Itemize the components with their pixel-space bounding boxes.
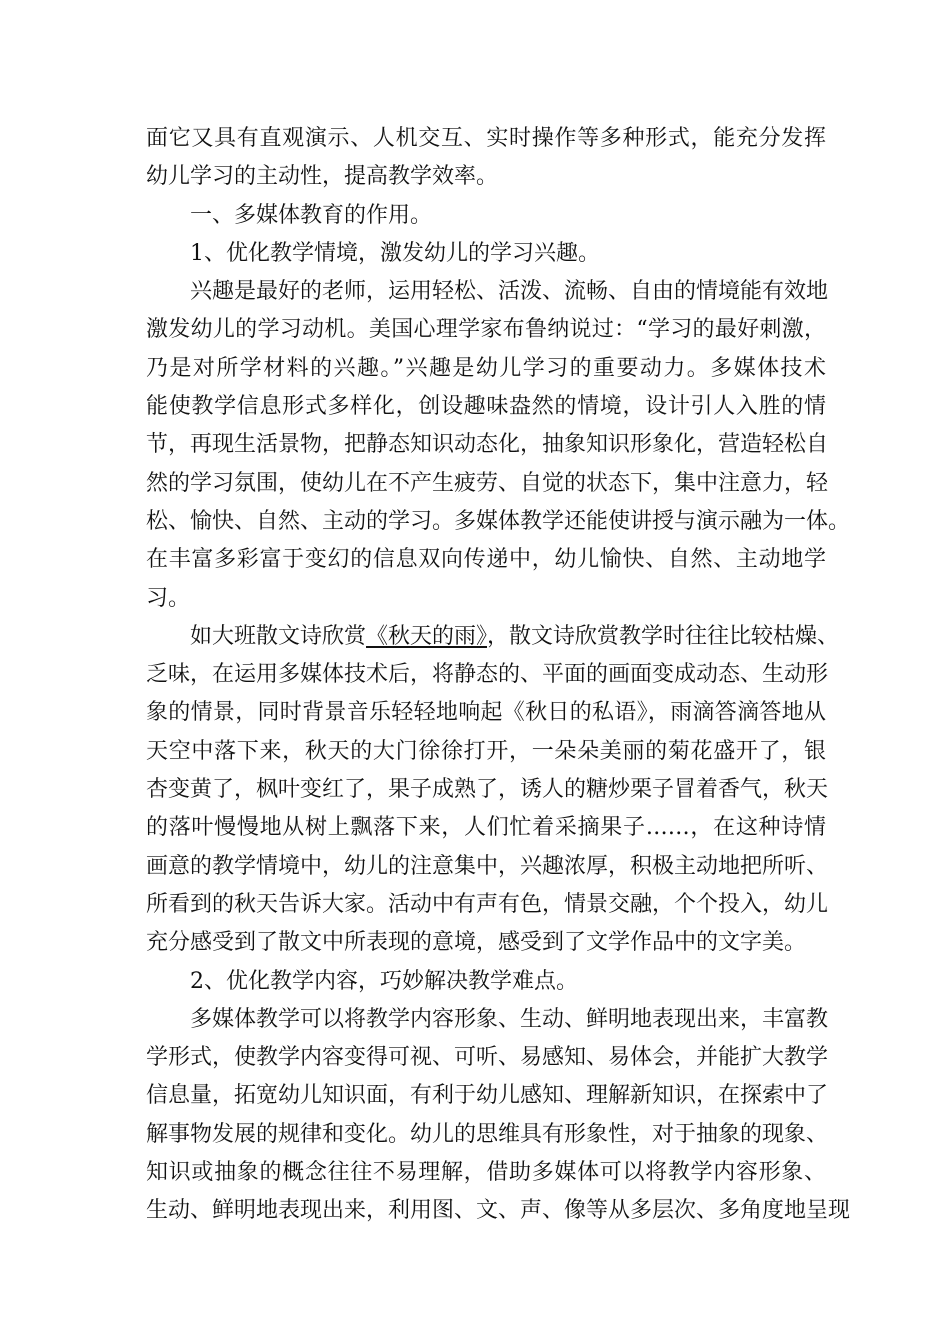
- text-line: 在丰富多彩富于变幻的信息双向传递中，幼儿愉快、自然、主动地学: [146, 547, 826, 573]
- text-line: 充分感受到了散文中所表现的意境，感受到了文学作品中的文字美。: [146, 930, 807, 956]
- text-line: 的落叶慢慢地从树上飘落下来，人们忙着采摘果子……，在这种诗情: [146, 815, 826, 841]
- text-segment: ，散文诗欣赏教学时往往比较枯燥、: [487, 623, 840, 649]
- text-line: 知识或抽象的概念往往不易理解，借助多媒体可以将教学内容形象、: [146, 1160, 826, 1186]
- section-heading: 一、多媒体教育的作用。: [190, 202, 433, 228]
- text-line: 学形式，使教学内容变得可视、可听、易感知、易体会，并能扩大教学: [146, 1045, 829, 1071]
- text-line: 画意的教学情境中，幼儿的注意集中，兴趣浓厚，积极主动地把所听、: [146, 853, 829, 879]
- text-line: 信息量，拓宽幼儿知识面，有利于幼儿感知、理解新知识，在探索中了: [146, 1083, 829, 1109]
- text-line: 面它又具有直观演示、人机交互、实时操作等多种形式，能充分发挥: [146, 126, 826, 151]
- text-line: 节，再现生活景物，把静态知识动态化，抽象知识形象化，营造轻松自: [146, 432, 829, 458]
- text-line: 激发幼儿的学习动机。美国心理学家布鲁纳说过：“学习的最好刺激，: [146, 317, 826, 343]
- text-line: 解事物发展的规律和变化。幼儿的思维具有形象性，对于抽象的现象、: [146, 1121, 829, 1147]
- subsection-heading: 2、优化教学内容，巧妙解决教学难点。: [190, 968, 578, 994]
- text-line: 兴趣是最好的老师，运用轻松、活泼、流畅、自由的情境能有效地: [190, 279, 829, 305]
- poem-title-link[interactable]: 《秋天的雨》: [366, 623, 488, 649]
- text-line: 象的情景，同时背景音乐轻轻地响起《秋日的私语》，雨滴答滴答地从: [146, 700, 826, 726]
- body-text: [146, 120, 851, 1231]
- text-line: 天空中落下来，秋天的大门徐徐打开，一朵朵美丽的菊花盛开了，银: [146, 738, 826, 764]
- text-line: 能使教学信息形式多样化，创设趣味盎然的情境，设计引人入胜的情: [146, 394, 826, 420]
- text-line: 然的学习氛围，使幼儿在不产生疲劳、自觉的状态下，集中注意力，轻: [146, 470, 829, 496]
- text-line: 多媒体教学可以将教学内容形象、生动、鲜明地表现出来，丰富教: [190, 1006, 829, 1032]
- text-line: 乃是对所学材料的兴趣。”兴趣是幼儿学习的重要动力。多媒体技术: [146, 355, 826, 381]
- text-line: 松、愉快、自然、主动的学习。多媒体教学还能使讲授与演示融为一体。: [146, 508, 851, 534]
- text-line: 所看到的秋天告诉大家。活动中有声有色，情景交融，个个投入，幼儿: [146, 891, 829, 917]
- text-line: 生动、鲜明地表现出来，利用图、文、声、像等从多层次、多角度地呈现: [146, 1198, 851, 1224]
- text-line: [146, 618, 840, 656]
- text-line: 杏变黄了，枫叶变红了，果子成熟了，诱人的糖炒栗子冒着香气，秋天: [146, 777, 829, 803]
- subsection-heading: 1、优化教学情境，激发幼儿的学习兴趣。: [190, 240, 600, 266]
- text-line: 乏味，在运用多媒体技术后，将静态的、平面的画面变成动态、生动形: [146, 662, 829, 688]
- text-line: 习。: [146, 585, 191, 611]
- text-line: 幼儿学习的主动性，提高教学效率。: [146, 164, 499, 190]
- text-segment: 如大班散文诗欣赏: [190, 623, 367, 649]
